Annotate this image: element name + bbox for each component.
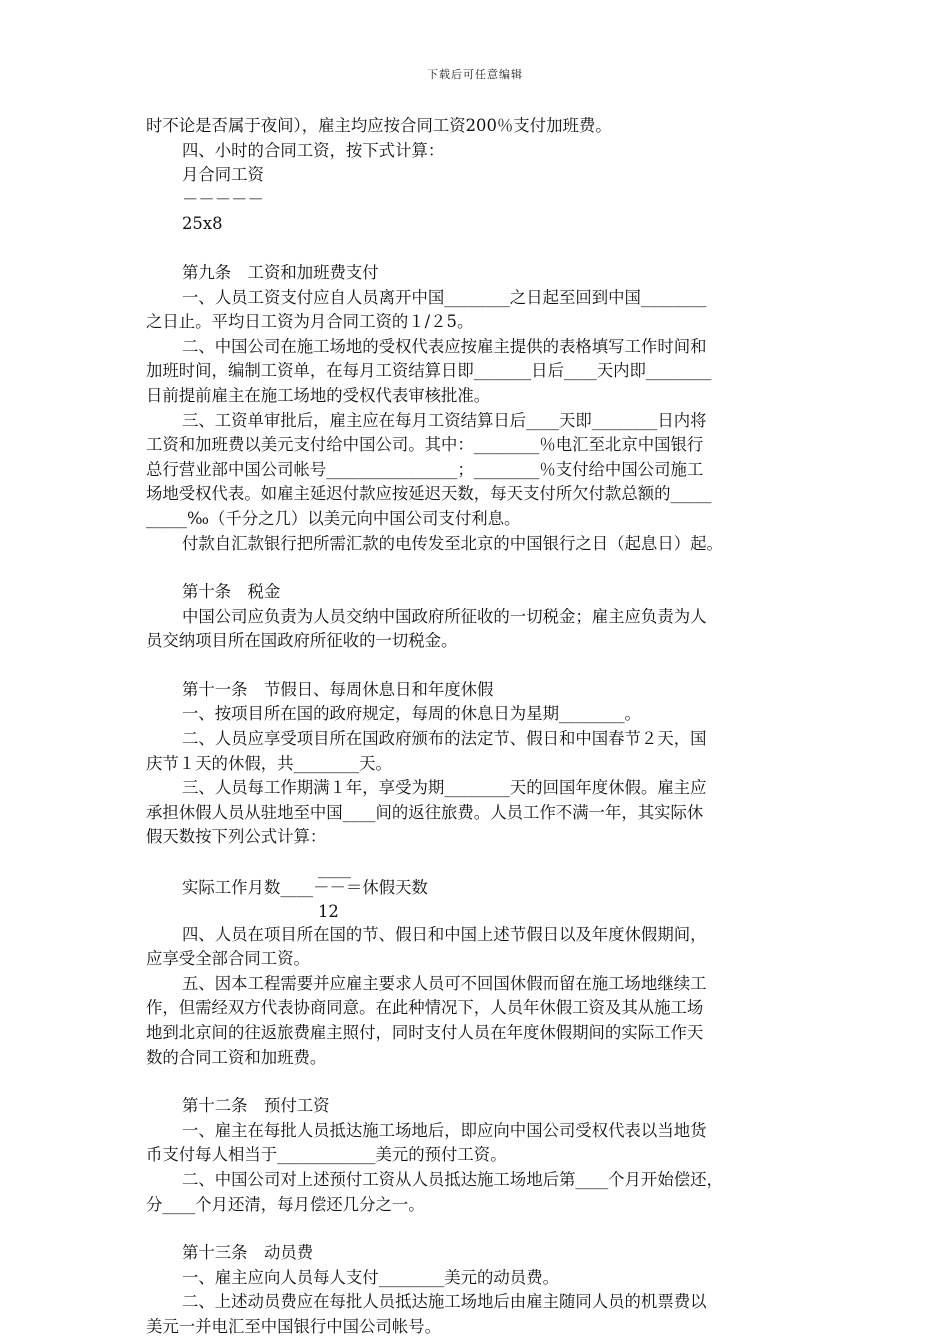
- formula-line: 实际工作月数____－－＝休假天数: [182, 878, 428, 898]
- text-line: 总行营业部中国公司帐号________________；________％支付给中国公司施工: [146, 459, 704, 479]
- text-line: 时不论是否属于夜间），雇主均应按合同工资200％支付加班费。: [146, 116, 612, 135]
- text-line: _____‰（千分之几）以美元向中国公司支付利息。: [146, 508, 521, 528]
- text-line: 四、人员在项目所在国的节、假日和中国上述节假日以及年度休假期间，: [182, 924, 707, 944]
- section-title: 第九条 工资和加班费支付: [182, 262, 379, 282]
- text-line: 应享受全部合同工资。: [146, 949, 310, 969]
- text-line: 地到北京间的往返旅费雇主照付，同时支付人员在年度休假期间的实际工作天: [146, 1023, 704, 1042]
- text-line: 五、因本工程需要并应雇主要求人员可不回国休假而留在施工场地继续工: [182, 973, 707, 993]
- formula-denominator: 12: [318, 901, 339, 921]
- text-line: 付款自汇款银行把所需汇款的电传发至北京的中国银行之日（起息日）起。: [182, 533, 723, 553]
- text-line: 二、中国公司在施工场地的受权代表应按雇主提供的表格填写工作时间和: [182, 336, 707, 356]
- text-line: 一、雇主应向人员每人支付________美元的动员费。: [182, 1267, 559, 1287]
- text-line: 美元一并电汇至中国银行中国公司帐号。: [146, 1316, 442, 1336]
- text-line: 一、按项目所在国的政府规定，每周的休息日为星期________。: [182, 704, 641, 724]
- text-line: 四、小时的合同工资，按下式计算：: [182, 140, 445, 160]
- text-line: 一、雇主在每批人员抵达施工场地后，即应向中国公司受权代表以当地货: [182, 1120, 707, 1140]
- text-line: 三、人员每工作期满１年，享受为期________天的回国年度休假。雇主应: [182, 778, 707, 798]
- formula-numerator: 月合同工资: [182, 165, 264, 185]
- text-line: 假天数按下列公式计算：: [146, 827, 327, 847]
- formula-top-rule: ____: [318, 859, 351, 879]
- text-line: 一、人员工资支付应自人员离开中国________之日起至回到中国________: [182, 287, 707, 307]
- section-title: 第十条 税金: [182, 582, 281, 602]
- text-line: 数的合同工资和加班费。: [146, 1047, 327, 1067]
- text-line: 分____个月还清，每月偿还几分之一。: [146, 1194, 425, 1214]
- formula-bar: －－－－－: [182, 189, 264, 209]
- formula-denominator: 25x8: [182, 214, 223, 234]
- text-line: 币支付每人相当于____________美元的预付工资。: [146, 1145, 507, 1165]
- text-line: 日前提前雇主在施工场地的受权代表审核批准。: [146, 385, 491, 405]
- text-line: 二、人员应享受项目所在国政府颁布的法定节、假日和中国春节２天，国: [182, 729, 707, 749]
- text-line: 二、中国公司对上述预付工资从人员抵达施工场地后第____个月开始偿还，: [182, 1169, 723, 1189]
- text-line: 中国公司应负责为人员交纳中国政府所征收的一切税金；雇主应负责为人: [182, 606, 707, 626]
- text-line: 三、工资单审批后，雇主应在每月工资结算日后____天即________日内将: [182, 410, 707, 430]
- section-title: 第十一条 节假日、每周休息日和年度休假: [182, 679, 494, 699]
- text-line: 加班时间，编制工资单，在每月工资结算日即_______日后____天内即________: [146, 361, 712, 381]
- text-line: 二、上述动员费应在每批人员抵达施工场地后由雇主随同人员的机票费以: [182, 1292, 707, 1312]
- text-line: 工资和加班费以美元支付给中国公司。其中：________％电汇至北京中国银行: [146, 435, 704, 455]
- text-line: 之日止。平均日工资为月合同工资的１/２5。: [146, 312, 474, 332]
- page-header: 下载后可任意编辑: [427, 68, 523, 81]
- section-title: 第十三条 动员费: [182, 1243, 314, 1263]
- text-line: 员交纳项目所在国政府所征收的一切税金。: [146, 631, 458, 651]
- section-title: 第十二条 预付工资: [182, 1096, 330, 1116]
- document-body: [146, 114, 810, 1340]
- text-line: 作，但需经双方代表协商同意。在此种情况下，人员年休假工资及其从施工场: [146, 998, 704, 1018]
- text-line: 承担休假人员从驻地至中国____间的返往旅费。人员工作不满一年，其实际休: [146, 802, 704, 822]
- text-line: 庆节１天的休假，共________天。: [146, 753, 392, 773]
- text-line: 场地受权代表。如雇主延迟付款应按延迟天数，每天支付所欠付款总额的_____: [146, 484, 712, 504]
